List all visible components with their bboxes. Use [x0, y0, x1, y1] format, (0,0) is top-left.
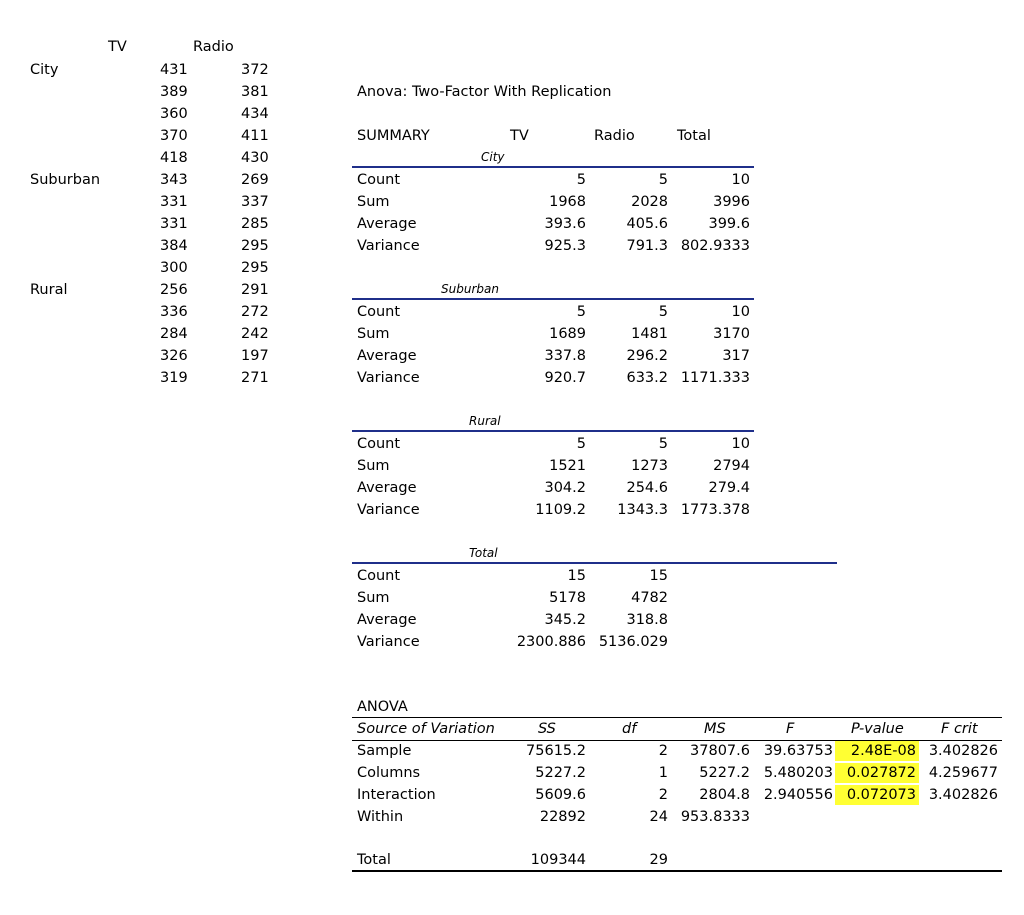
summary-cell: 10: [731, 436, 750, 452]
raw-cell: 271: [241, 370, 269, 386]
summary-header-label: SUMMARY: [357, 128, 430, 144]
summary-row-label: Sum: [357, 194, 390, 210]
summary-cell: 1773.378: [680, 502, 750, 518]
summary-cell: 2794: [713, 458, 750, 474]
raw-cell: 384: [160, 238, 188, 254]
raw-cell: 343: [160, 172, 188, 188]
raw-group-label-city: City: [30, 62, 59, 78]
raw-header-radio: Radio: [193, 39, 234, 55]
raw-cell: 372: [241, 62, 269, 78]
summary-row-label: Average: [357, 612, 417, 628]
summary-cell: 10: [731, 304, 750, 320]
raw-cell: 319: [160, 370, 188, 386]
raw-cell: 272: [241, 304, 269, 320]
anova-header-fcrit: F crit: [941, 721, 978, 737]
summary-cell: 1109.2: [535, 502, 586, 518]
summary-cell: 399.6: [708, 216, 750, 232]
summary-row-label: Variance: [357, 502, 420, 518]
raw-cell: 337: [241, 194, 269, 210]
raw-cell: 326: [160, 348, 188, 364]
summary-header-total: Total: [677, 128, 711, 144]
anova-df: 2: [658, 743, 668, 759]
summary-row-label: Average: [357, 348, 417, 364]
summary-cell: 1521: [549, 458, 586, 474]
summary-cell: 4782: [631, 590, 668, 606]
raw-cell: 256: [160, 282, 188, 298]
summary-cell: 254.6: [626, 480, 668, 496]
summary-cell: 345.2: [544, 612, 586, 628]
summary-row-label: Sum: [357, 326, 390, 342]
anova-bottom-rule: [352, 870, 1002, 872]
anova-pvalue: 2.48E-08: [850, 743, 916, 759]
raw-cell: 300: [160, 260, 188, 276]
raw-group-label-rural: Rural: [30, 282, 68, 298]
summary-row-label: Sum: [357, 590, 390, 606]
anova-ss: 75615.2: [526, 743, 586, 759]
raw-cell: 389: [160, 84, 188, 100]
summary-cell: 405.6: [626, 216, 668, 232]
summary-cell: 802.9333: [680, 238, 750, 254]
anova-ss: 5227.2: [535, 765, 586, 781]
summary-header-tv: TV: [510, 128, 529, 144]
summary-cell: 633.2: [626, 370, 668, 386]
summary-row-label: Variance: [357, 370, 420, 386]
summary-cell: 920.7: [544, 370, 586, 386]
summary-row-label: Average: [357, 480, 417, 496]
summary-cell: 393.6: [544, 216, 586, 232]
anova-ss: 22892: [539, 809, 586, 825]
raw-cell: 381: [241, 84, 269, 100]
anova-header-ms: MS: [704, 721, 726, 737]
anova-ms: 5227.2: [699, 765, 750, 781]
summary-cell: 1968: [549, 194, 586, 210]
raw-cell: 431: [160, 62, 188, 78]
summary-cell: 317: [722, 348, 750, 364]
raw-cell: 269: [241, 172, 269, 188]
anova-df: 2: [658, 787, 668, 803]
summary-header-radio: Radio: [594, 128, 635, 144]
anova-source: Sample: [357, 743, 412, 759]
summary-cell: 791.3: [626, 238, 668, 254]
summary-cell: 5178: [549, 590, 586, 606]
raw-cell: 197: [241, 348, 269, 364]
summary-row-label: Count: [357, 568, 401, 584]
raw-cell: 331: [160, 216, 188, 232]
anova-pvalue: 0.072073: [846, 787, 916, 803]
raw-cell: 360: [160, 106, 188, 122]
summary-cell: 15: [567, 568, 586, 584]
summary-cell: 279.4: [708, 480, 750, 496]
anova-total-ss: 109344: [530, 852, 586, 868]
raw-cell: 430: [241, 150, 269, 166]
anova-fcrit: 3.402826: [928, 743, 998, 759]
raw-header-tv: TV: [108, 39, 127, 55]
anova-ss: 5609.6: [535, 787, 586, 803]
summary-block-title-rural: Rural: [469, 414, 501, 428]
summary-row-label: Count: [357, 304, 401, 320]
summary-cell: 1171.333: [680, 370, 750, 386]
raw-cell: 411: [241, 128, 269, 144]
summary-cell: 15: [649, 568, 668, 584]
summary-cell: 304.2: [544, 480, 586, 496]
summary-rule: [352, 430, 754, 432]
summary-cell: 5: [658, 172, 668, 188]
raw-cell: 336: [160, 304, 188, 320]
summary-cell: 5136.029: [598, 634, 668, 650]
anova-ms: 2804.8: [699, 787, 750, 803]
summary-row-label: Variance: [357, 634, 420, 650]
summary-cell: 5: [658, 436, 668, 452]
raw-cell: 418: [160, 150, 188, 166]
raw-cell: 370: [160, 128, 188, 144]
summary-cell: 925.3: [544, 238, 586, 254]
summary-rule: [352, 562, 837, 564]
anova-df: 1: [658, 765, 668, 781]
anova-f: 39.63753: [763, 743, 833, 759]
anova-heading: ANOVA: [357, 699, 408, 715]
summary-cell: 3996: [713, 194, 750, 210]
raw-cell: 295: [241, 260, 269, 276]
summary-cell: 2028: [631, 194, 668, 210]
anova-header-pvalue: P-value: [851, 721, 904, 737]
summary-cell: 318.8: [626, 612, 668, 628]
summary-cell: 337.8: [544, 348, 586, 364]
anova-ms: 37807.6: [690, 743, 750, 759]
summary-rule: [352, 166, 754, 168]
summary-cell: 3170: [713, 326, 750, 342]
summary-row-label: Variance: [357, 238, 420, 254]
raw-cell: 434: [241, 106, 269, 122]
anova-source: Within: [357, 809, 404, 825]
anova-title: Anova: Two-Factor With Replication: [357, 84, 612, 100]
summary-cell: 5: [576, 172, 586, 188]
anova-header-ss: SS: [538, 721, 556, 737]
anova-f: 2.940556: [763, 787, 833, 803]
anova-fcrit: 3.402826: [928, 787, 998, 803]
summary-block-title-total: Total: [469, 546, 498, 560]
summary-cell: 5: [576, 304, 586, 320]
anova-source: Columns: [357, 765, 421, 781]
summary-cell: 296.2: [626, 348, 668, 364]
anova-source: Interaction: [357, 787, 436, 803]
raw-cell: 285: [241, 216, 269, 232]
summary-cell: 1343.3: [617, 502, 668, 518]
summary-cell: 2300.886: [516, 634, 586, 650]
anova-f: 5.480203: [763, 765, 833, 781]
raw-cell: 284: [160, 326, 188, 342]
summary-cell: 1273: [631, 458, 668, 474]
anova-header-df: df: [622, 721, 637, 737]
summary-cell: 10: [731, 172, 750, 188]
anova-total-df: 29: [649, 852, 668, 868]
raw-group-label-suburban: Suburban: [30, 172, 101, 188]
anova-pvalue: 0.027872: [846, 765, 916, 781]
anova-header-source: Source of Variation: [357, 721, 495, 737]
anova-top-rule: [352, 717, 1002, 718]
anova-header-f: F: [786, 721, 795, 737]
summary-row-label: Average: [357, 216, 417, 232]
summary-row-label: Count: [357, 436, 401, 452]
summary-block-title-city: City: [481, 150, 505, 164]
raw-cell: 295: [241, 238, 269, 254]
raw-cell: 291: [241, 282, 269, 298]
summary-cell: 1689: [549, 326, 586, 342]
summary-rule: [352, 298, 754, 300]
anova-df: 24: [649, 809, 668, 825]
anova-ms: 953.8333: [680, 809, 750, 825]
summary-cell: 5: [576, 436, 586, 452]
anova-total-source: Total: [357, 852, 391, 868]
raw-cell: 242: [241, 326, 269, 342]
summary-cell: 5: [658, 304, 668, 320]
summary-row-label: Count: [357, 172, 401, 188]
summary-row-label: Sum: [357, 458, 390, 474]
raw-cell: 331: [160, 194, 188, 210]
anova-fcrit: 4.259677: [928, 765, 998, 781]
summary-block-title-suburban: Suburban: [441, 282, 499, 296]
summary-cell: 1481: [631, 326, 668, 342]
